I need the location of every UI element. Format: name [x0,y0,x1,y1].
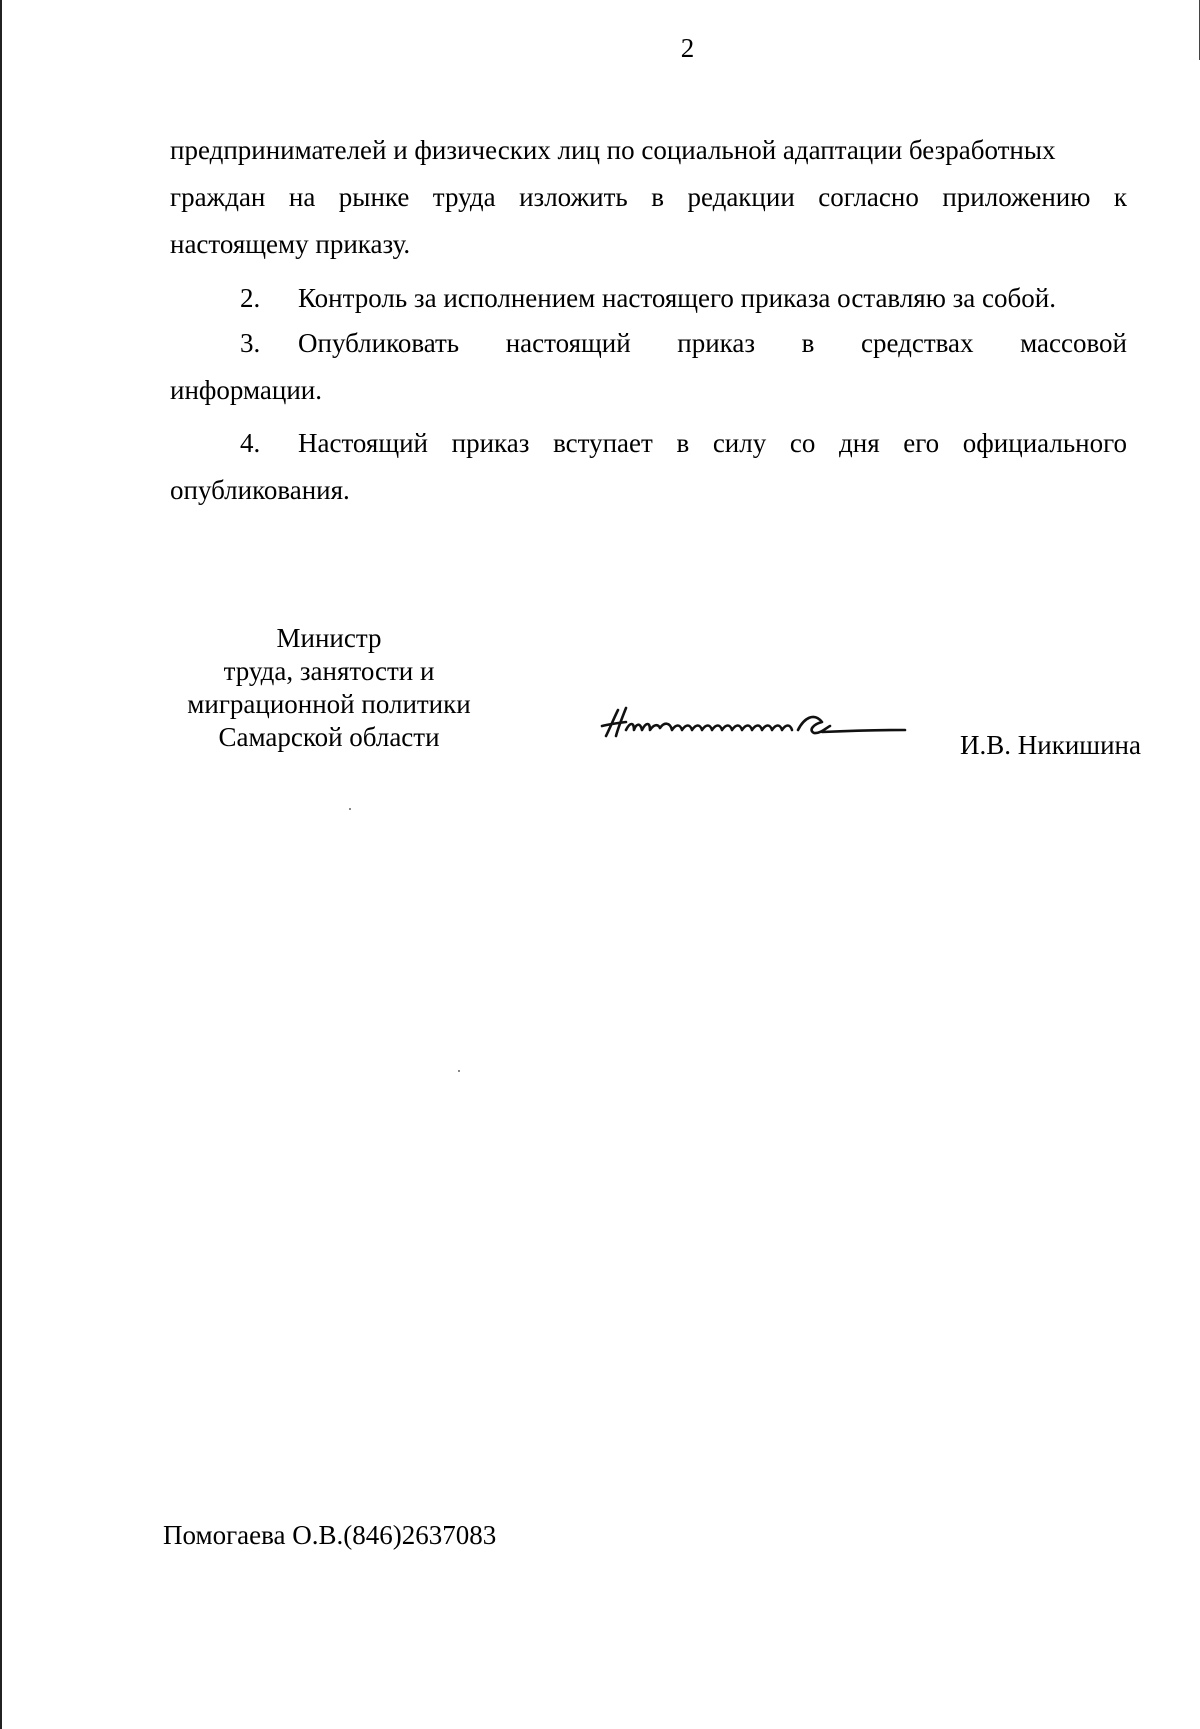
list-item-word: его [903,428,940,458]
paragraph-line-text: граждан на рынке труда изложить в редакции согласно приложению к [170,182,1127,212]
list-item-word: приказ [677,328,756,358]
list-item-word: приказ [451,428,530,458]
scan-speck [349,808,351,810]
paragraph-line-text: настоящему приказу. [170,229,411,259]
page-number: 2 [680,33,695,63]
signatory-title-line: труда, занятости и [223,656,435,686]
list-item-word: официального [962,428,1127,458]
list-item-word: дня [839,428,880,458]
list-item-continuation: опубликования. [170,475,350,505]
list-item-continuation: информации. [170,375,322,405]
list-item-word: настоящий [505,328,631,358]
list-item-word: вступает [553,428,653,458]
scan-speck [458,1070,460,1072]
list-item-first-line [170,320,1127,367]
list-item-word: Настоящий [298,428,429,458]
list-item-word: в [676,428,690,458]
signer-name: И.В. Никишина [960,730,1141,760]
handwritten-signature [600,700,910,750]
list-item-3 [170,320,1127,414]
list-item-2 [170,275,1127,322]
list-item-word: массовой [1020,328,1127,358]
list-item-words [298,320,1127,367]
list-item-word: Опубликовать [298,328,460,358]
list-item-word: со [789,428,816,458]
list-item-words [298,420,1127,467]
signatory-title-line: Министр [276,623,382,653]
signatory-title-line: миграционной политики [187,689,471,719]
list-item-4 [170,420,1127,514]
list-item-number: 4. [240,428,261,458]
paragraph-line-text: предпринимателей и физических лиц по социальной адаптации безработных [170,135,1056,165]
paragraph-line [170,127,1127,174]
signatory-title-line: Самарской области [218,722,440,752]
scan-edge-left [0,0,2,1729]
paragraph-line [170,174,1127,221]
list-item-number: 3. [240,328,261,358]
list-item-word: силу [712,428,767,458]
contact-info: Помогаева О.В.(846)2637083 [163,1520,497,1550]
list-item-number: 2. [240,283,261,313]
list-item-first-line [170,420,1127,467]
list-item-word: в [801,328,815,358]
list-item-text: Контроль за исполнением настоящего приказа оставляю за собой. [298,283,1056,313]
list-item-word: средствах [860,328,974,358]
paragraph-line [170,221,1127,268]
signatory-title [170,622,488,754]
paragraph-continuation [170,127,1127,268]
